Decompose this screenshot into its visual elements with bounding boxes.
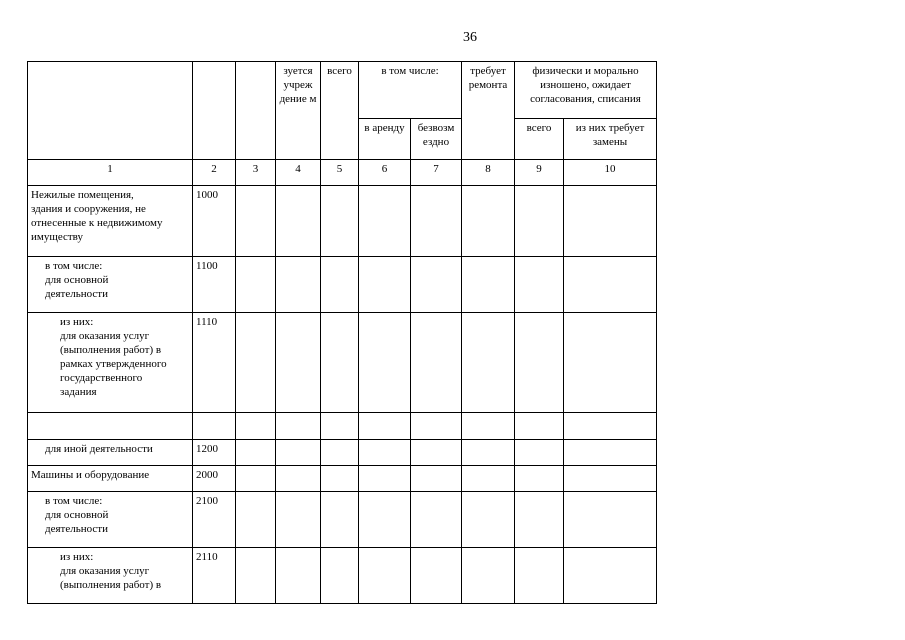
data-cell — [462, 492, 515, 548]
data-cell — [411, 440, 462, 466]
page-number: 36 — [463, 30, 477, 45]
row-label-cell — [28, 413, 193, 440]
column-number: 2 — [193, 160, 236, 186]
row-label: в том числе: для основной деятельности — [45, 495, 109, 535]
row-code: 1200 — [193, 440, 236, 466]
data-cell — [462, 186, 515, 257]
data-cell — [564, 257, 657, 313]
data-cell — [564, 466, 657, 492]
column-number: 7 — [411, 160, 462, 186]
data-cell — [236, 186, 276, 257]
data-cell — [276, 313, 321, 413]
header-col1-cell — [28, 62, 193, 160]
header-worn-cell — [515, 62, 657, 119]
data-cell — [359, 466, 411, 492]
data-cell — [515, 257, 564, 313]
table-row — [28, 313, 657, 413]
data-cell — [321, 548, 359, 604]
column-number: 10 — [564, 160, 657, 186]
data-cell — [359, 440, 411, 466]
header-col8-label: требует ремонта — [468, 65, 508, 91]
column-number: 9 — [515, 160, 564, 186]
data-cell — [276, 440, 321, 466]
data-cell — [321, 466, 359, 492]
header-including-cell — [359, 62, 462, 119]
data-cell — [276, 186, 321, 257]
row-label-cell — [28, 492, 193, 548]
data-cell — [515, 186, 564, 257]
data-cell — [564, 548, 657, 604]
header-col7-cell — [411, 119, 462, 160]
data-cell — [359, 413, 411, 440]
row-code: 2100 — [193, 492, 236, 548]
row-label-cell — [28, 257, 193, 313]
table-row — [28, 440, 657, 466]
data-cell — [276, 466, 321, 492]
table-row — [28, 548, 657, 604]
header-col2-cell — [193, 62, 236, 160]
data-cell — [236, 257, 276, 313]
data-cell — [276, 413, 321, 440]
data-cell — [411, 548, 462, 604]
row-label-cell — [28, 186, 193, 257]
column-number: 3 — [236, 160, 276, 186]
data-cell — [564, 440, 657, 466]
data-cell — [321, 440, 359, 466]
column-number: 5 — [321, 160, 359, 186]
row-code: 1100 — [193, 257, 236, 313]
data-cell — [462, 413, 515, 440]
row-label-cell — [28, 440, 193, 466]
table-row — [28, 492, 657, 548]
data-cell — [462, 257, 515, 313]
data-cell — [411, 413, 462, 440]
header-col5-label: всего — [327, 65, 352, 77]
data-cell — [515, 440, 564, 466]
header-worn-label: физически и морально изношено, ожидает согласования, списания — [530, 65, 641, 105]
row-label-cell — [28, 548, 193, 604]
data-cell — [564, 186, 657, 257]
data-cell — [276, 548, 321, 604]
data-cell — [359, 492, 411, 548]
data-cell — [236, 413, 276, 440]
data-cell — [359, 257, 411, 313]
header-col6-cell — [359, 119, 411, 160]
data-cell — [359, 313, 411, 413]
column-numbers-row — [28, 160, 657, 186]
row-code: 2000 — [193, 466, 236, 492]
data-cell — [515, 413, 564, 440]
table-row — [28, 257, 657, 313]
row-code: 1000 — [193, 186, 236, 257]
header-col9-label: всего — [526, 122, 552, 134]
data-cell — [564, 413, 657, 440]
data-cell — [359, 548, 411, 604]
data-cell — [515, 466, 564, 492]
data-cell — [321, 313, 359, 413]
row-label: в том числе: для основной деятельности — [45, 260, 109, 300]
column-number: 4 — [276, 160, 321, 186]
header-col4-cell — [276, 62, 321, 160]
header-col8-cell — [462, 62, 515, 160]
header-col3-cell — [236, 62, 276, 160]
data-cell — [236, 466, 276, 492]
header-including-label: в том числе: — [381, 65, 439, 77]
data-cell — [411, 186, 462, 257]
data-cell — [321, 186, 359, 257]
row-code: 1110 — [193, 313, 236, 413]
column-number: 8 — [462, 160, 515, 186]
data-cell — [462, 548, 515, 604]
table-row — [28, 466, 657, 492]
data-cell — [276, 492, 321, 548]
row-label: для иной деятельности — [45, 443, 153, 455]
header-col7-label: безвозм ездно — [417, 122, 455, 148]
data-cell — [359, 186, 411, 257]
header-col9-cell — [515, 119, 564, 160]
data-cell — [515, 548, 564, 604]
column-number: 6 — [359, 160, 411, 186]
row-label: Машины и оборудование — [31, 469, 150, 481]
data-cell — [564, 313, 657, 413]
data-cell — [515, 492, 564, 548]
header-col4-label: зуется учреж дение м — [279, 65, 317, 105]
header-col10-label: из них требует замены — [575, 122, 645, 148]
data-cell — [321, 492, 359, 548]
data-cell — [236, 492, 276, 548]
data-cell — [321, 413, 359, 440]
row-label: Нежилые помещения, здания и сооружения, не отнесенные к недвижимому имуществу — [31, 189, 163, 243]
row-label-cell — [28, 313, 193, 413]
row-code: 2110 — [193, 548, 236, 604]
data-cell — [411, 313, 462, 413]
table-row — [28, 186, 657, 257]
row-label: из них: для оказания услуг (выполнения работ) в — [60, 551, 162, 591]
row-code — [193, 413, 236, 440]
report-table — [27, 61, 657, 604]
data-cell — [411, 466, 462, 492]
header-col6-label: в аренду — [364, 122, 405, 134]
table-row — [28, 413, 657, 440]
data-cell — [564, 492, 657, 548]
data-cell — [462, 466, 515, 492]
data-cell — [236, 313, 276, 413]
data-cell — [515, 313, 564, 413]
data-cell — [411, 492, 462, 548]
row-label-cell — [28, 466, 193, 492]
data-cell — [236, 440, 276, 466]
data-cell — [462, 313, 515, 413]
header-row-1 — [28, 62, 657, 119]
row-label: из них: для оказания услуг (выполнения работ) в рамках утвержденного государственного задания — [60, 316, 167, 398]
data-cell — [276, 257, 321, 313]
data-cell — [411, 257, 462, 313]
data-cell — [236, 548, 276, 604]
header-col5-cell — [321, 62, 359, 160]
column-number: 1 — [28, 160, 193, 186]
data-cell — [321, 257, 359, 313]
data-cell — [462, 440, 515, 466]
header-col10-cell — [564, 119, 657, 160]
